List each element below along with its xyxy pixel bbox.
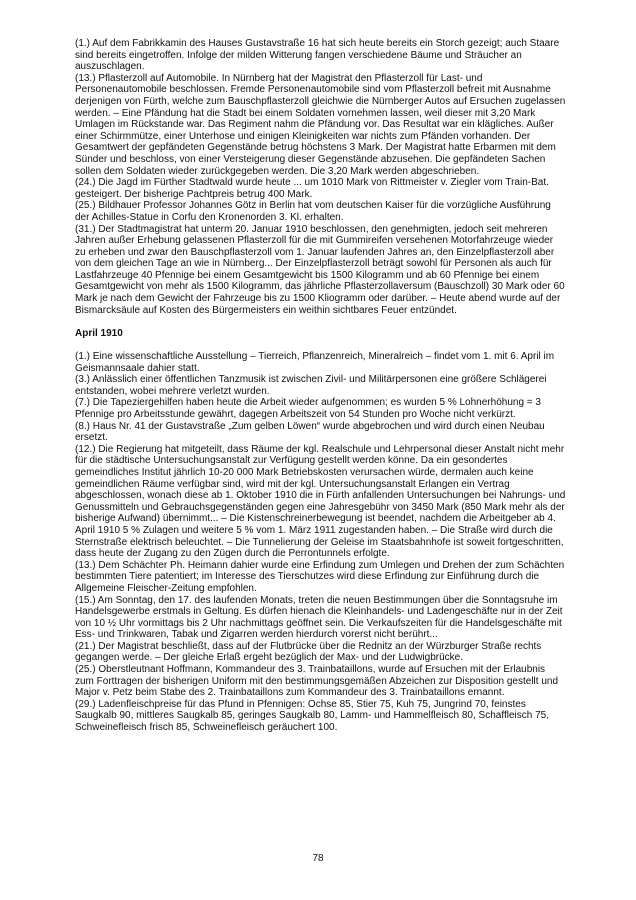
entry-paragraph: (21.) Der Magistrat beschließt, dass auf der Flutbrücke über die Rednitz an der Würzburger Straße rechts gegangen werde. – Der gleiche Erlaß ergeht bezüglich der Max- und der Ludwigbrücke. bbox=[75, 640, 542, 664]
entry-paragraph: (29.) Ladenfleischpreise für das Pfund in Pfennigen: Ochse 85, Stier 75, Kuh 75, Jungrind 70, feinstes Saugkalb 90, mittleres Saugkalb 85, geringes Saugkalb 80, Lamm- und Hammelfleisch 80, Schaffleisch 75, Schweinefleisch frisch 85, Schweinefleisch geräuchert 100. bbox=[75, 698, 549, 734]
entry-paragraph: (1.) Eine wissenschaftliche Ausstellung – Tierreich, Pflanzenreich, Mineralreich – findet vom 1. mit 6. April im Geismannsaale dahier statt. bbox=[75, 351, 555, 374]
entry-paragraph: (7.) Die Tapeziergehilfen haben heute die Arbeit wieder aufgenommen; es wurden 5 % Lohnerhöhung = 3 Pfennige pro Arbeitsstunde gewährt, dagegen Arbeitszeit von 54 Stunden pro Woche nicht verkürzt. bbox=[75, 397, 541, 420]
entry-paragraph: (13.) Pflasterzoll auf Automobile. In Nürnberg hat der Magistrat den Pflasterzoll für Last- und Personenautomobile beschlossen. Fremde Personenautomobile sind vom Pflasterzoll befreit mit Ausnahme derjenigen von Fürth, welche zum Bauschpflasterzoll gleichwie die Nürnberger Autos auf Ersuchen zugelassen werden. – Eine Pfändung hat die Stadt bei einem Soldaten vornehmen lassen, weil dieser mit 3,20 Mark Umlagen im Rückstande war. Das Regiment nahm die Pfändung vor. Das Resultat war ein klägliches. Außer einer Schirmmütze, einer Unterhose und einigen Kleinigkeiten war nichts zum Pfänden vorhanden. Der Gesamtwert der gepfändeten Gegenstände betrug höchstens 3 Mark. Der Magistrat hatte Erbarmen mit dem Sünder und beschloss, von einer Versteigerung dieser Gegenstände abzusehen. Die gepfändeten Sachen sollen dem Soldaten wieder zurückgegeben werden. Die 3,20 Mark werden abgeschrieben. bbox=[75, 72, 566, 177]
page-number: 78 bbox=[312, 853, 324, 864]
section-heading-april-1910: April 1910 bbox=[75, 327, 123, 339]
entry-paragraph: (8.) Haus Nr. 41 der Gustavstraße „Zum gelben Löwen“ wurde abgebrochen und wird durch einen Neubau ersetzt. bbox=[75, 420, 545, 444]
entry-paragraph: (13.) Dem Schächter Ph. Heimann dahier wurde eine Erfindung zum Umlegen und Drehen der zum Schächten bestimmten Tiere patentiert; im Interesse des Tierschutzes wird diese Erfindung zur Einführung durch die Allgemeine Fleischer-Zeitung empfohlen. bbox=[75, 559, 565, 594]
entry-paragraph: (25.) Bildhauer Professor Johannes Götz in Berlin hat vom deutschen Kaiser für die vorzügliche Ausführung der Achilles-Statue in Corfu den Kronenorden 3. Kl. erhalten. bbox=[75, 200, 551, 223]
entry-paragraph: (25.) Oberstleutnant Hoffmann, Kommandeur des 3. Trainbataillons, wurde auf Ersuchen mit der Erlaubnis zum Forttragen der bisherigen Uniform mit den bestimmungsgemäßen Abzeichen zur Disposition gestellt und Major v. Petz beim Stabe des 2. Trainbataillons zum Kommandeur des 3. Trainbataillons ernannt. bbox=[75, 664, 559, 699]
entry-paragraph: (24.) Die Jagd im Fürther Stadtwald wurde heute ... um 1010 Mark von Rittmeister v. Ziegler vom Train-Bat. gesteigert. Der bisherige Pachtpreis betrug 400 Mark. bbox=[75, 177, 549, 200]
entry-paragraph: (12.) Die Regierung hat mitgeteilt, dass Räume der kgl. Realschule und Lehrpersonal dieser Anstalt nicht mehr für die städtische Untersuchungsanstalt zur Verfügung gestellt werden könne. Da ein gesondertes gemeindliches Institut jährlich 10-20 000 Mark Betriebskosten verursachen würde, dermalen auch keine gemeindlichen Räume verfügbar sind, wird mit der kgl. Untersuchungsanstalt Erlangen ein Vertrag abgeschlossen, wonach diese ab 1. Oktober 1910 die in Fürth anfallenden Untersuchungen bei Nahrungs- und Genussmitteln und Gebrauchsgegenständen gegen eine Jahresgebühr von 3450 Mark (850 Mark mehr als der bisherige Aufwand) übernimmt... – Die Kistenschreinerbewegung ist beendet, nachdem die Arbeitgeber ab 4. April 1910 5 % Zulagen und weitere 5 % vom 1. März 1911 zugestanden haben. – Die Straße wird durch die Sternstraße elektrisch beleuchtet. – Die Tunnelierung der Geleise im Staatsbahnhofe ist soweit fortgeschritten, dass heute der Zugang zu den Zügen durch die Perrontunnels erfolgte. bbox=[75, 443, 566, 560]
entry-paragraph: (3.) Anlässlich einer öffentlichen Tanzmusik ist zwischen Zivil- und Militärpersonen eine größere Schlägerei entstanden, wobei mehrere verletzt wurden. bbox=[75, 374, 547, 397]
document-body bbox=[75, 38, 566, 734]
entry-paragraph: (15.) Am Sonntag, den 17. des laufenden Monats, treten die neuen Bestimmungen über die Sonntagsruhe im Handelsgewerbe erstmals in Geltung. Es dürfen hienach die Kleinhandels- und Ladengeschäfte nur in der Zeit von 10 ½ Uhr vormittags bis 2 Uhr nachmittags geöffnet sein. Die Verkaufszeiten für die Handelsgeschäfte mit Ess- und Trinkwaren, Tabak und Zigarren werden hierdurch vorerst nicht berührt... bbox=[75, 594, 563, 641]
entry-paragraph: (31.) Der Stadtmagistrat hat unterm 20. Januar 1910 beschlossen, den genehmigten, jedoch seit mehreren Jahren außer Erhebung gelassenen Pflasterzoll für die mit Gummireifen versehenen Motorfahrzeuge wieder zu erheben und zwar den Bauschpflasterzoll vom 1. Januar laufenden Jahres an, den Einzelpflasterzoll aber von dem gleichen Tage an wie in Nürnberg... Der Einzelpflasterzoll beträgt sowohl für Personen als auch für Lastfahrzeuge 40 Pfennige bei einem Gesamtgewicht bis 1500 Kilogramm und ab 60 Pfennige bei einem Gesamtgewicht von mehr als 1500 Kilogramm, das jährliche Pflasterzollaversum (Bauschzoll) 30 Mark oder 60 Mark je nach dem Gewicht der Fahrzeuge bis zu 1500 Kliogramm oder darüber. – Heute abend wurde auf der Bismarcksäule auf Kosten des Bürgermeisters ein weithin sichtbares Feuer entzündet. bbox=[75, 223, 565, 316]
entry-paragraph: (1.) Auf dem Fabrikkamin des Hauses Gustavstraße 16 hat sich heute bereits ein Storch gezeigt; auch Staare sind bereits eingetroffen. Infolge der milden Witterung fangen verschiedene Bäume und Sträucher an auszuschlagen. bbox=[75, 38, 560, 73]
